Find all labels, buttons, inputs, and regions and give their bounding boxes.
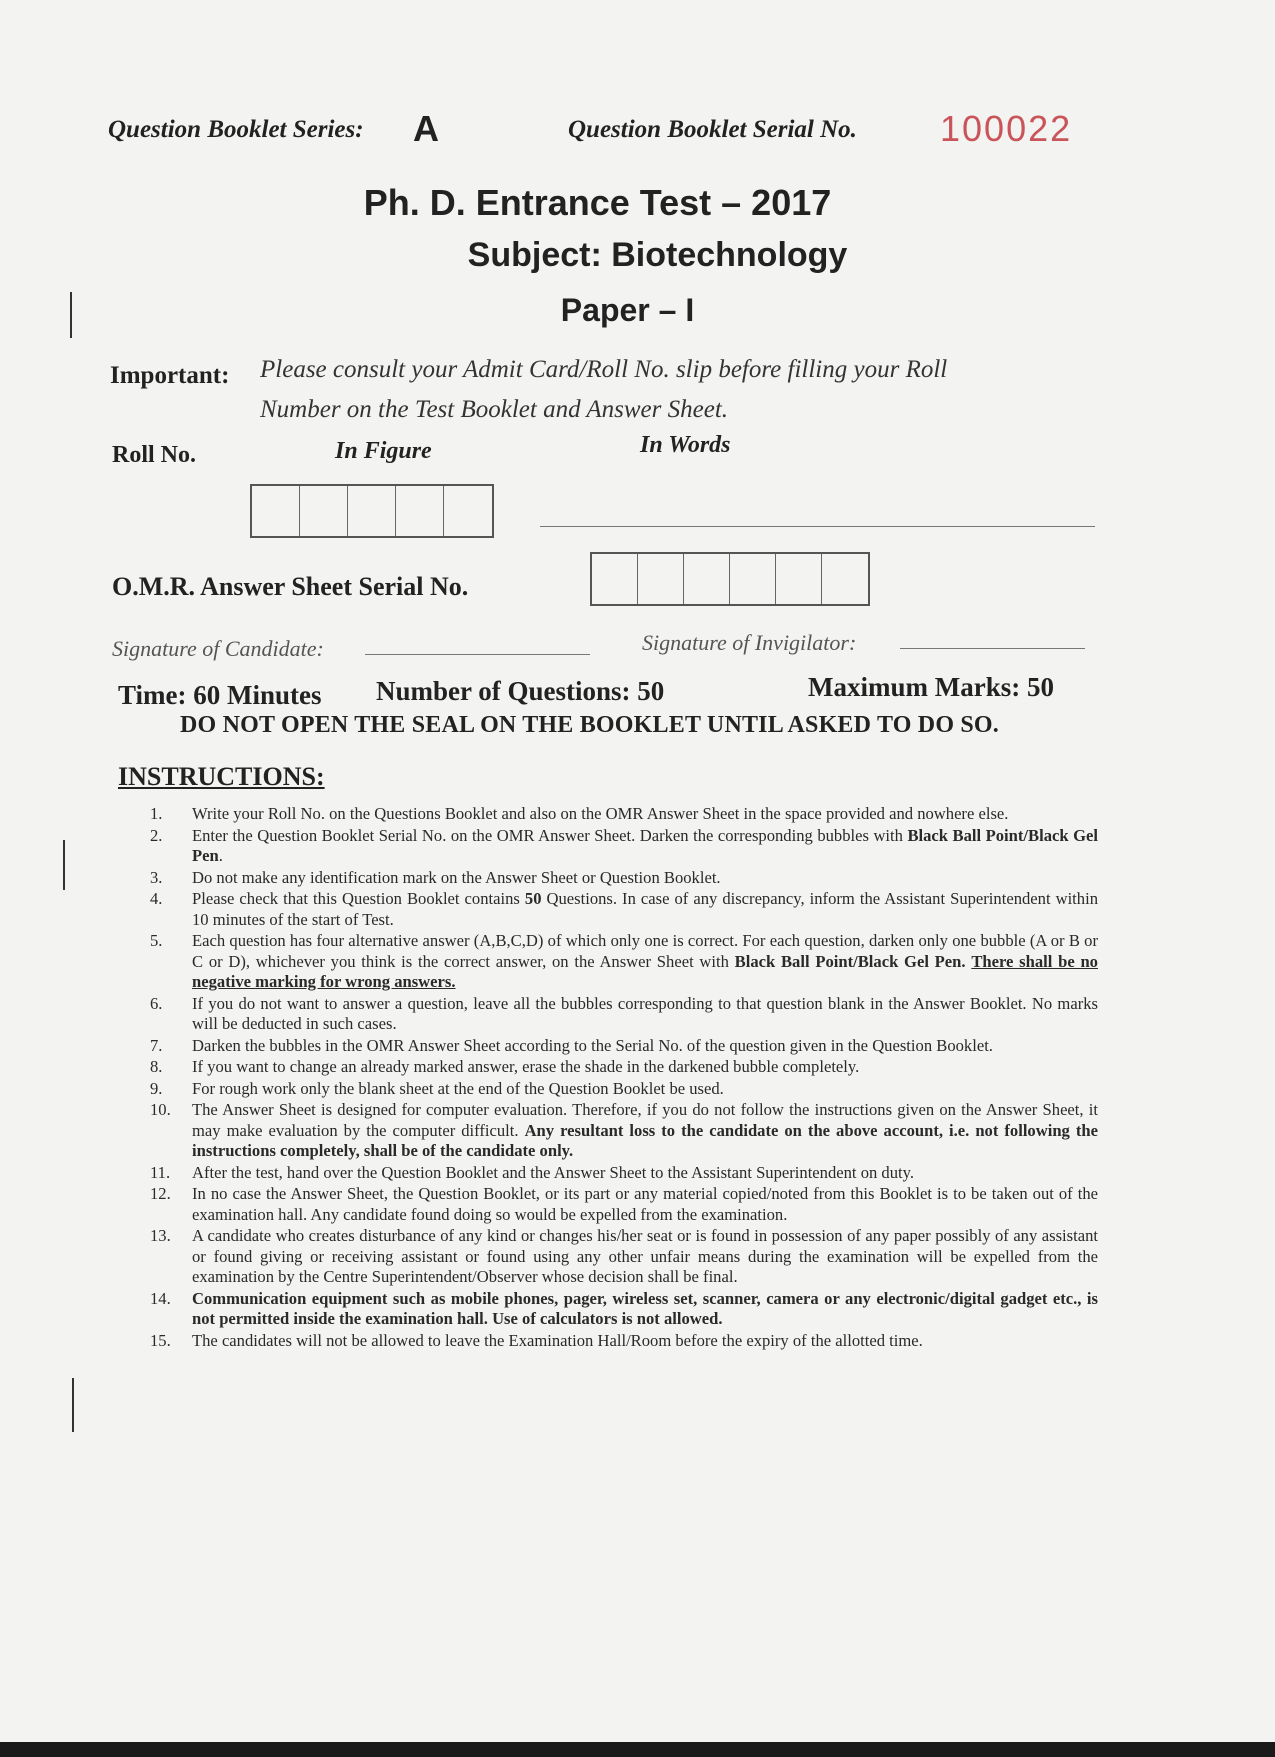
omr-serial-boxes bbox=[590, 552, 870, 606]
instruction-emphasis: Communication equipment such as mobile phones, pager, wireless set, scanner, camera or any electronic/digital gadget etc., is not permitted inside the examination hall. Use of calculators is not allowed. bbox=[192, 1288, 1098, 1328]
instruction-segment: Darken the bubbles in the OMR Answer Sheet according to the Serial No. of the question given in the Question Booklet. bbox=[192, 1035, 993, 1055]
instruction-emphasis: Black Ball Point/Black Gel Pen. bbox=[734, 951, 966, 971]
instruction-segment: In no case the Answer Sheet, the Question Booklet, or its part or any material copied/noted from this Booklet is to be taken out of the examination hall. Any candidate found doing so would be expelled from the examination. bbox=[192, 1184, 1098, 1224]
in-figure-label: In Figure bbox=[335, 438, 432, 464]
invigilator-signature-line[interactable] bbox=[900, 648, 1085, 649]
instruction-item bbox=[150, 804, 1098, 825]
instruction-segment: . bbox=[218, 846, 223, 865]
roll-no-figure-boxes bbox=[250, 484, 494, 538]
booklet-series-label: Question Booklet Series: bbox=[108, 116, 364, 143]
instruction-segment: Write your Roll No. on the Questions Booklet and also on the OMR Answer Sheet in the space provided and nowhere else. bbox=[192, 804, 1009, 823]
instruction-text bbox=[192, 1163, 1098, 1184]
instruction-item bbox=[150, 1184, 1098, 1225]
instruction-segment: The candidates will not be allowed to leave the Examination Hall/Room before the expiry of the allotted time. bbox=[192, 1330, 923, 1350]
omr-digit-box[interactable] bbox=[638, 554, 684, 604]
invigilator-signature-label: Signature of Invigilator: bbox=[642, 630, 857, 655]
instruction-number: 1. bbox=[150, 804, 163, 823]
roll-no-label: Roll No. bbox=[112, 442, 196, 468]
instruction-segment: A candidate who creates disturbance of any kind or changes his/her seat or is found in possession of any paper possibly of any assistant or found giving or receiving assistant or found using any other unfair means during the examination will be expelled from the examination by the Centre Superintendent/Observer whose decision shall be final. bbox=[192, 1226, 1098, 1286]
important-text-line: Number on the Test Booklet and Answer Sheet. bbox=[260, 396, 729, 423]
bottom-edge bbox=[0, 1742, 1275, 1757]
instruction-emphasis: Any resultant loss to the candidate on the above account, i.e. not following the instructions completely, shall be of the candidate only. bbox=[192, 1120, 1098, 1160]
exam-paper: Paper – I bbox=[560, 292, 695, 328]
instruction-segment: Questions. In case of any discrepancy, inform the Assistant Superintendent within 10 minutes of the start of Test. bbox=[192, 889, 1098, 929]
instruction-text bbox=[192, 1331, 1098, 1352]
instruction-emphasis: Black Ball Point/Black Gel Pen bbox=[192, 825, 1098, 865]
instruction-text bbox=[192, 931, 1098, 993]
seal-notice: DO NOT OPEN THE SEAL ON THE BOOKLET UNTIL ASKED TO DO SO. bbox=[180, 712, 999, 738]
important-label: Important: bbox=[110, 362, 230, 389]
instruction-text bbox=[192, 1079, 1098, 1100]
instruction-item bbox=[150, 826, 1098, 867]
in-words-label: In Words bbox=[640, 432, 731, 458]
instruction-number: 11. bbox=[150, 1162, 171, 1182]
roll-digit-box[interactable] bbox=[252, 486, 300, 536]
instruction-number: 5. bbox=[150, 931, 163, 950]
roll-no-words-line[interactable] bbox=[540, 526, 1095, 527]
instruction-item bbox=[150, 1100, 1098, 1162]
instruction-number: 12. bbox=[150, 1184, 171, 1203]
important-text-line: Please consult your Admit Card/Roll No. slip before filling your Roll bbox=[260, 356, 948, 383]
instruction-item bbox=[150, 931, 1098, 993]
margin-mark bbox=[72, 1378, 74, 1432]
instruction-text bbox=[192, 889, 1098, 930]
exam-subject: Subject: Biotechnology bbox=[467, 236, 848, 274]
instruction-number: 15. bbox=[150, 1330, 171, 1350]
instruction-text bbox=[192, 1100, 1098, 1162]
instruction-text bbox=[192, 1036, 1098, 1057]
instruction-number: 13. bbox=[150, 1226, 171, 1245]
instruction-item bbox=[150, 1079, 1098, 1100]
omr-serial-label: O.M.R. Answer Sheet Serial No. bbox=[112, 572, 469, 601]
instructions-list bbox=[150, 804, 1098, 1352]
instruction-number: 4. bbox=[150, 889, 163, 908]
instruction-item bbox=[150, 1289, 1098, 1330]
instruction-item bbox=[150, 994, 1098, 1035]
instruction-segment: Enter the Question Booklet Serial No. on the OMR Answer Sheet. Darken the corresponding bubbles with bbox=[192, 825, 908, 845]
instruction-emphasis: There shall be no negative marking for wrong answers. bbox=[192, 951, 1098, 991]
instruction-number: 7. bbox=[150, 1035, 163, 1055]
instructions-heading: INSTRUCTIONS: bbox=[118, 762, 325, 791]
instruction-emphasis: 50 bbox=[524, 889, 542, 908]
instruction-item bbox=[150, 1057, 1098, 1078]
instruction-segment: Please check that this Question Booklet contains bbox=[192, 889, 525, 908]
roll-digit-box[interactable] bbox=[348, 486, 396, 536]
instruction-item bbox=[150, 868, 1098, 889]
instruction-number: 3. bbox=[150, 867, 163, 887]
booklet-serial-value: 100022 bbox=[940, 108, 1073, 149]
instruction-number: 14. bbox=[150, 1288, 171, 1308]
instruction-item bbox=[150, 889, 1098, 930]
roll-digit-box[interactable] bbox=[444, 486, 492, 536]
omr-digit-box[interactable] bbox=[822, 554, 868, 604]
margin-mark bbox=[63, 840, 65, 890]
instruction-segment: After the test, hand over the Question Booklet and the Answer Sheet to the Assistant Superintendent on duty. bbox=[192, 1162, 915, 1182]
candidate-signature-label: Signature of Candidate: bbox=[112, 636, 324, 661]
number-of-questions: Number of Questions: 50 bbox=[376, 676, 665, 706]
omr-digit-box[interactable] bbox=[730, 554, 776, 604]
instruction-text bbox=[192, 1184, 1098, 1225]
instruction-number: 10. bbox=[150, 1100, 171, 1119]
time-limit: Time: 60 Minutes bbox=[118, 680, 322, 710]
instruction-text bbox=[192, 1226, 1098, 1288]
margin-mark bbox=[70, 292, 72, 338]
instruction-text bbox=[192, 804, 1098, 825]
exam-title: Ph. D. Entrance Test – 2017 bbox=[363, 182, 832, 223]
roll-digit-box[interactable] bbox=[396, 486, 444, 536]
instruction-item bbox=[150, 1331, 1098, 1352]
candidate-signature-line[interactable] bbox=[365, 654, 590, 655]
instruction-segment: For rough work only the blank sheet at the end of the Question Booklet be used. bbox=[192, 1078, 724, 1098]
omr-digit-box[interactable] bbox=[592, 554, 638, 604]
maximum-marks: Maximum Marks: 50 bbox=[808, 672, 1054, 702]
instruction-item bbox=[150, 1163, 1098, 1184]
instruction-segment: Each question has four alternative answer (A,B,C,D) of which only one is correct. For each question, darken only one bubble (A or B or C or D), whichever you think is the correct answer, on the Answer Sheet with bbox=[192, 931, 1098, 971]
roll-digit-box[interactable] bbox=[300, 486, 348, 536]
instruction-text bbox=[192, 994, 1098, 1035]
instruction-item bbox=[150, 1036, 1098, 1057]
instruction-segment: If you do not want to answer a question, leave all the bubbles corresponding to that question blank in the Answer Booklet. No marks will be deducted in such cases. bbox=[192, 993, 1098, 1033]
instruction-item bbox=[150, 1226, 1098, 1288]
booklet-serial-label: Question Booklet Serial No. bbox=[568, 116, 857, 143]
instruction-segment: The Answer Sheet is designed for computer evaluation. Therefore, if you do not follow the instructions given on the Answer Sheet, it may make evaluation by the computer difficult. bbox=[192, 1100, 1098, 1140]
instruction-text bbox=[192, 826, 1098, 867]
instruction-number: 8. bbox=[150, 1057, 163, 1076]
instruction-segment: If you want to change an already marked answer, erase the shade in the darkened bubble completely. bbox=[192, 1057, 860, 1076]
omr-digit-box[interactable] bbox=[684, 554, 730, 604]
instruction-text bbox=[192, 868, 1098, 889]
instruction-text bbox=[192, 1057, 1098, 1078]
instruction-segment: Do not make any identification mark on the Answer Sheet or Question Booklet. bbox=[192, 867, 721, 887]
booklet-series-value: A bbox=[413, 108, 439, 149]
omr-digit-box[interactable] bbox=[776, 554, 822, 604]
instruction-number: 6. bbox=[150, 993, 163, 1013]
instruction-number: 9. bbox=[150, 1078, 163, 1098]
instruction-number: 2. bbox=[150, 825, 163, 845]
instruction-text bbox=[192, 1289, 1098, 1330]
